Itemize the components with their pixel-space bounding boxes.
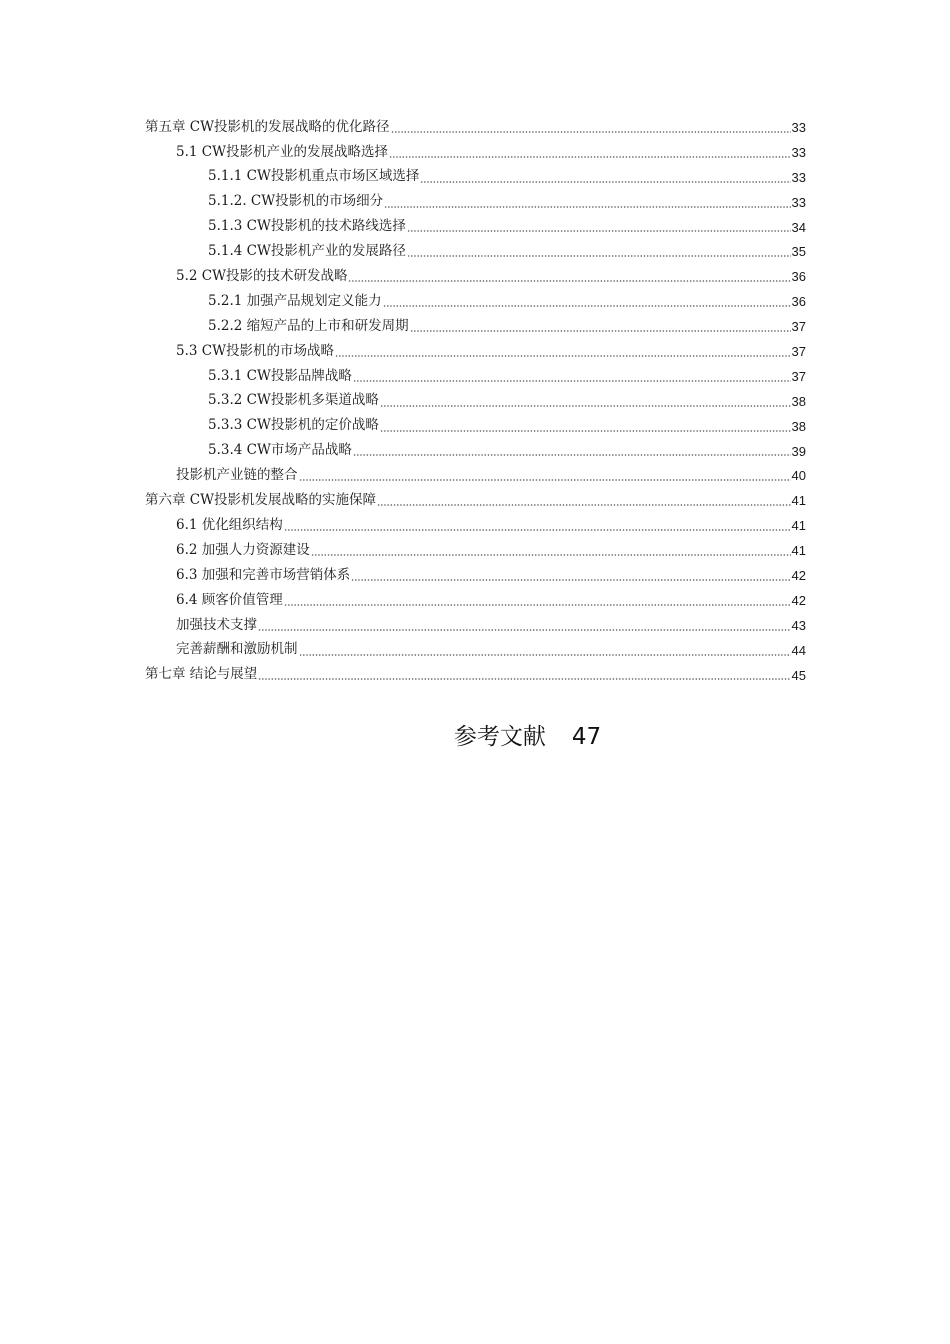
toc-entry-page-number: 37	[791, 368, 806, 384]
toc-entry-page-number: 41	[791, 518, 806, 534]
dot-leader	[377, 504, 791, 506]
toc-entry[interactable]	[0, 439, 806, 464]
toc-entry-page-number: 35	[791, 244, 806, 260]
references-page-number: 47	[571, 724, 602, 750]
toc-entry-page-number: 36	[791, 294, 806, 310]
toc-entry-title: 5.3.2 CW投影机多渠道战略	[208, 392, 379, 409]
toc-entry[interactable]	[0, 215, 806, 240]
dot-leader	[348, 280, 790, 282]
toc-entry[interactable]	[0, 190, 806, 215]
toc-entry-page-number: 33	[791, 194, 806, 210]
toc-entry[interactable]	[0, 289, 806, 314]
toc-entry-page-number: 36	[791, 269, 806, 285]
toc-entry-title: 6.4 顾客价值管理	[176, 591, 283, 608]
toc-entry[interactable]	[0, 264, 806, 289]
toc-entry[interactable]	[0, 563, 806, 588]
toc-entry-title: 5.1 CW投影机产业的发展战略选择	[176, 143, 388, 160]
toc-entry-title: 5.2 CW投影的技术研发战略	[176, 268, 348, 285]
toc-entry[interactable]	[0, 140, 806, 165]
toc-entry-title: 5.1.4 CW投影机产业的发展路径	[208, 243, 406, 260]
toc-entry-page-number: 37	[791, 343, 806, 359]
toc-entry[interactable]	[0, 663, 806, 688]
toc-entry-title: 5.2.1 加强产品规划定义能力	[208, 292, 382, 309]
toc-entry-title: 6.3 加强和完善市场营销体系	[176, 566, 351, 583]
toc-entry-title: 5.3.1 CW投影品牌战略	[208, 367, 352, 384]
toc-entry-page-number: 33	[791, 169, 806, 185]
dot-leader	[353, 380, 791, 382]
toc-entry-title: 5.2.2 缩短产品的上市和研发周期	[208, 317, 409, 334]
toc-entry[interactable]	[0, 364, 806, 389]
toc-entry-page-number: 41	[791, 493, 806, 509]
references-title: 参考文献	[453, 724, 546, 750]
toc-entry-title: 加强技术支撑	[176, 616, 257, 633]
toc-entry[interactable]	[0, 588, 806, 613]
toc-entry[interactable]	[0, 339, 806, 364]
dot-leader	[407, 230, 791, 232]
toc-entry[interactable]	[0, 115, 806, 140]
toc-entry-title: 完善薪酬和激励机制	[176, 641, 298, 658]
toc-entry-page-number: 40	[791, 468, 806, 484]
toc-entry[interactable]	[0, 488, 806, 513]
toc-entry[interactable]	[0, 239, 806, 264]
dot-leader	[391, 131, 791, 133]
toc-entry-page-number: 42	[791, 592, 806, 608]
toc-entry[interactable]	[0, 463, 806, 488]
toc-entry-title: 6.1 优化组织结构	[176, 516, 283, 533]
dot-leader	[353, 454, 791, 456]
dot-leader	[299, 654, 791, 656]
toc-entry-page-number: 33	[791, 119, 806, 135]
toc-entry-title: 5.1.2. CW投影机的市场细分	[208, 193, 384, 210]
dot-leader	[351, 579, 790, 581]
toc-entry[interactable]	[0, 314, 806, 339]
dot-leader	[383, 305, 791, 307]
dot-leader	[299, 479, 791, 481]
toc-entry[interactable]	[0, 538, 806, 563]
toc-entry-title: 投影机产业链的整合	[176, 467, 298, 484]
toc-entry-title: 5.3.3 CW投影机的定价战略	[208, 417, 379, 434]
toc-entry-page-number: 42	[791, 567, 806, 583]
toc-entry-page-number: 38	[791, 418, 806, 434]
dot-leader	[258, 678, 790, 680]
toc-entry-title: 第七章 结论与展望	[145, 666, 258, 683]
dot-leader	[380, 405, 791, 407]
toc-entry-title: 第五章 CW投影机的发展战略的优化路径	[145, 118, 390, 135]
toc-entry-title: 6.2 加强人力资源建设	[176, 541, 310, 558]
references-heading[interactable]	[0, 718, 950, 751]
dot-leader	[389, 156, 791, 158]
toc-entry[interactable]	[0, 389, 806, 414]
toc-entry-title: 5.3 CW投影机的市场战略	[176, 342, 334, 359]
dot-leader	[311, 554, 791, 556]
dot-leader	[420, 181, 790, 183]
toc-entry-title: 第六章 CW投影机发展战略的实施保障	[145, 492, 376, 509]
toc-entry-title: 5.1.3 CW投影机的技术路线选择	[208, 218, 406, 235]
dot-leader	[335, 355, 791, 357]
toc-entry-page-number: 34	[791, 219, 806, 235]
dot-leader	[258, 629, 791, 631]
toc-entry-page-number: 44	[791, 642, 806, 658]
toc-entry-title: 5.1.1 CW投影机重点市场区域选择	[208, 168, 420, 185]
dot-leader	[410, 330, 791, 332]
toc-entry-page-number: 38	[791, 393, 806, 409]
toc-entry-page-number: 41	[791, 543, 806, 559]
dot-leader	[407, 255, 791, 257]
toc-entry-page-number: 45	[791, 667, 806, 683]
toc-entry[interactable]	[0, 613, 806, 638]
toc-entry[interactable]	[0, 414, 806, 439]
table-of-contents	[0, 115, 950, 687]
toc-entry-page-number: 43	[791, 617, 806, 633]
toc-entry[interactable]	[0, 513, 806, 538]
dot-leader	[380, 430, 791, 432]
dot-leader	[284, 529, 791, 531]
dot-leader	[384, 206, 790, 208]
toc-entry-page-number: 33	[791, 144, 806, 160]
toc-entry[interactable]	[0, 638, 806, 663]
toc-entry-page-number: 37	[791, 319, 806, 335]
toc-entry-page-number: 39	[791, 443, 806, 459]
toc-entry-title: 5.3.4 CW市场产品战略	[208, 442, 352, 459]
dot-leader	[284, 604, 791, 606]
toc-entry[interactable]	[0, 165, 806, 190]
